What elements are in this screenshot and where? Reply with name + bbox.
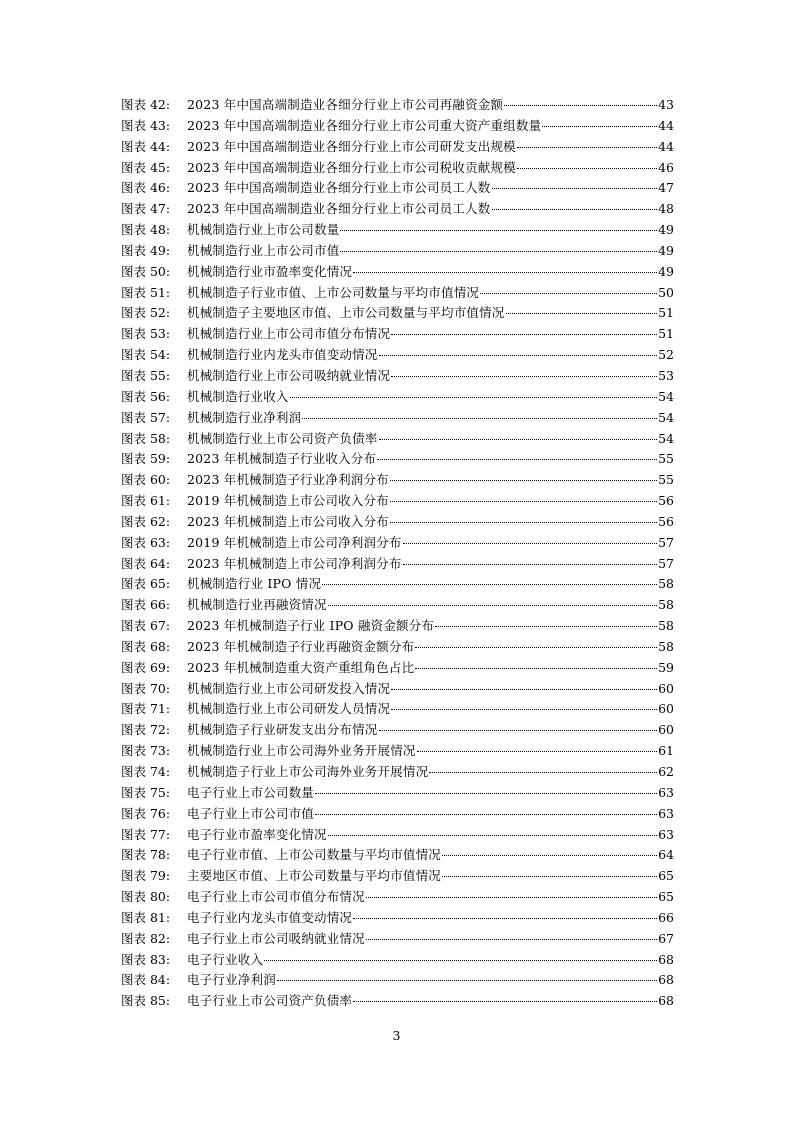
toc-dot-leader [366,897,657,898]
toc-entry-title: 主要地区市值、上市公司数量与平均市值情况 [187,868,442,884]
toc-dot-leader [379,439,658,440]
toc-entry-title: 电子行业上市公司数量 [187,784,315,800]
toc-entry-title: 2023 年机械制造上市公司净利润分布 [187,555,402,571]
toc-entry-label: 图表 55: [121,367,171,383]
toc-entry-page: 52 [658,347,674,363]
toc-entry-page: 68 [658,993,674,1009]
toc-entry[interactable] [121,387,674,408]
toc-entry-title: 机械制造行业再融资情况 [187,597,327,613]
toc-entry[interactable] [121,845,674,866]
toc-dot-leader [391,376,657,377]
toc-entry-label: 图表 63: [121,534,171,550]
toc-entry-label: 图表 83: [121,951,171,967]
toc-dot-leader [353,272,657,273]
toc-dot-leader [340,230,657,231]
toc-dot-leader [480,293,657,294]
toc-dot-leader [340,251,657,252]
toc-entry-label: 图表 73: [121,743,171,759]
toc-dot-leader [315,793,657,794]
toc-entry[interactable] [121,220,674,241]
toc-dot-leader [379,730,658,731]
toc-entry-title: 2023 年机械制造上市公司收入分布 [187,513,389,529]
toc-entry[interactable] [121,95,674,116]
toc-entry-label: 图表 66: [121,597,171,613]
toc-dot-leader [277,980,657,981]
toc-entry[interactable] [121,908,674,929]
toc-entry-label: 图表 57: [121,409,171,425]
toc-dot-leader [390,501,657,502]
toc-entry-page: 51 [658,305,674,321]
toc-entry-title: 2023 年机械制造子行业 IPO 融资金额分布 [187,618,435,634]
toc-entry[interactable] [121,991,674,1012]
toc-entry-title: 机械制造行业上市公司研发投入情况 [187,680,391,696]
toc-entry-page: 51 [658,326,674,342]
toc-entry-page: 48 [658,201,674,217]
toc-dot-leader [328,605,657,606]
toc-entry-label: 图表 79: [121,868,171,884]
toc-dot-leader [403,564,658,565]
toc-entry-title: 机械制造行业上市公司海外业务开展情况 [187,743,416,759]
toc-entry-title: 机械制造行业收入 [187,388,289,404]
toc-entry-label: 图表 74: [121,764,171,779]
toc-entry-title: 电子行业净利润 [187,972,276,988]
toc-entry-title: 机械制造行业市盈率变化情况 [187,263,353,279]
toc-entry[interactable] [121,262,674,283]
toc-entry-title: 2023 年中国高端制造业各细分行业上市公司重大资产重组数量 [187,117,542,133]
toc-entry-label: 图表 51: [121,284,171,300]
toc-entry-label: 图表 80: [121,889,171,905]
toc-entry-label: 图表 62: [121,513,171,529]
toc-entry-label: 图表 70: [121,680,171,696]
toc-entry-label: 图表 58: [121,430,171,446]
toc-entry-page: 63 [658,805,674,821]
toc-entry-page: 44 [658,138,674,154]
toc-entry[interactable] [121,720,674,741]
toc-entry[interactable] [121,470,674,491]
toc-entry-page: 53 [658,367,674,383]
toc-entry-page: 57 [658,534,674,550]
toc-entry-page: 44 [658,117,674,133]
toc-entry-title: 机械制造行业上市公司吸纳就业情况 [187,367,391,383]
toc-entry-page: 50 [658,284,674,300]
toc-entry[interactable] [121,762,674,783]
toc-entry[interactable] [121,616,674,637]
toc-entry[interactable] [121,950,674,971]
toc-entry-title: 2023 年机械制造重大资产重组角色占比 [187,659,415,675]
toc-entry-title: 机械制造行业上市公司资产负债率 [187,430,378,446]
toc-entry-label: 图表 71: [121,701,171,717]
toc-entry[interactable] [121,158,674,179]
toc-entry-label: 图表 53: [121,326,171,342]
toc-entry-title: 电子行业上市公司资产负债率 [187,993,353,1009]
toc-entry-page: 57 [658,555,674,571]
toc-entry-title: 机械制造行业上市公司市值 [187,242,340,258]
toc-entry-title: 机械制造子主要地区市值、上市公司数量与平均市值情况 [187,305,505,321]
toc-entry-page: 46 [658,159,674,175]
toc-entry-label: 图表 52: [121,305,171,321]
toc-entry-page: 54 [658,430,674,446]
toc-dot-leader [353,1001,657,1002]
toc-entry-label: 图表 65: [121,576,171,592]
toc-entry-label: 图表 50: [121,263,171,279]
toc-entry-label: 图表 72: [121,722,171,738]
toc-dot-leader [429,772,657,773]
toc-entry-page: 58 [658,576,674,592]
toc-dot-leader [403,543,658,544]
toc-entry[interactable] [121,804,674,825]
toc-dot-leader [353,918,657,919]
toc-entry-label: 图表 82: [121,930,171,946]
toc-entry-label: 图表 85: [121,993,171,1009]
toc-entry-title: 电子行业市值、上市公司数量与平均市值情况 [187,847,442,863]
toc-entry-label: 图表 78: [121,847,171,863]
toc-entry-page: 61 [658,743,674,759]
toc-entry-label: 图表 47: [121,201,171,217]
toc-entry-page: 65 [658,868,674,884]
toc-entry[interactable] [121,178,674,199]
toc-dot-leader [504,105,657,106]
toc-entry-page: 68 [658,951,674,967]
toc-dot-leader [492,209,658,210]
toc-dot-leader [390,522,657,523]
toc-entry-title: 机械制造行业 IPO 情况 [187,576,322,592]
toc-entry[interactable] [121,866,674,887]
toc-entry-page: 58 [658,597,674,613]
toc-entry[interactable] [121,491,674,512]
toc-entry[interactable] [121,449,674,470]
toc-entry[interactable] [121,741,674,762]
toc-dot-leader [390,480,657,481]
toc-dot-leader [417,751,657,752]
toc-entry[interactable] [121,929,674,950]
toc-entry-page: 49 [658,242,674,258]
toc-entry[interactable] [121,116,674,137]
toc-entry-label: 图表 59: [121,451,171,467]
toc-entry-page: 47 [658,180,674,196]
toc-entry-page: 43 [658,97,674,112]
toc-entry-label: 图表 46: [121,180,171,196]
toc-entry-title: 2023 年机械制造子行业收入分布 [187,451,377,467]
toc-entry-title: 机械制造行业上市公司数量 [187,222,340,238]
toc-dot-leader [328,835,657,836]
toc-entry-title: 2023 年机械制造子行业再融资金额分布 [187,638,415,654]
toc-entry-page: 60 [658,722,674,738]
toc-entry-label: 图表 49: [121,242,171,258]
toc-entry-title: 2023 年中国高端制造业各细分行业上市公司再融资金额 [187,97,504,112]
toc-entry-title: 机械制造行业上市公司市值分布情况 [187,326,391,342]
toc-dot-leader [379,355,658,356]
toc-entry-label: 图表 67: [121,618,171,634]
toc-entry-label: 图表 56: [121,388,171,404]
toc-entry-label: 图表 64: [121,555,171,571]
toc-entry-label: 图表 76: [121,805,171,821]
toc-dot-leader [302,418,657,419]
toc-entry-title: 机械制造行业内龙头市值变动情况 [187,347,378,363]
toc-entry-label: 图表 42: [121,97,171,112]
toc-entry[interactable] [121,241,674,262]
toc-entry-label: 图表 68: [121,638,171,654]
toc-entry-title: 机械制造行业上市公司研发人员情况 [187,701,391,717]
toc-dot-leader [366,939,657,940]
toc-dot-leader [290,397,657,398]
toc-entry-title: 电子行业上市公司市值分布情况 [187,889,365,905]
toc-entry-label: 图表 43: [121,117,171,133]
toc-entry-title: 电子行业上市公司市值 [187,805,315,821]
toc-entry-title: 2023 年中国高端制造业各细分行业上市公司研发支出规模 [187,138,516,154]
toc-dot-leader [442,876,657,877]
toc-entry-title: 电子行业市盈率变化情况 [187,826,327,842]
toc-entry-page: 65 [658,889,674,905]
toc-entry-title: 机械制造子行业研发支出分布情况 [187,722,378,738]
toc-entry-label: 图表 77: [121,826,171,842]
toc-entry[interactable] [121,512,674,533]
toc-entry-title: 2023 年机械制造子行业净利润分布 [187,472,389,488]
toc-entry[interactable] [121,429,674,450]
toc-dot-leader [377,459,657,460]
toc-entry-title: 电子行业上市公司吸纳就业情况 [187,930,365,946]
toc-entry-page: 58 [658,618,674,634]
toc-entry-page: 63 [658,784,674,800]
toc-entry[interactable] [121,595,674,616]
toc-entry-page: 55 [658,472,674,488]
toc-entry[interactable] [121,574,674,595]
toc-dot-leader [492,188,658,189]
toc-entry-title: 机械制造行业净利润 [187,409,302,425]
toc-entry-page: 60 [658,701,674,717]
toc-entry-page: 56 [658,513,674,529]
toc-entry-page: 58 [658,638,674,654]
toc-entry-title: 2019 年机械制造上市公司净利润分布 [187,534,402,550]
toc-entry-page: 66 [658,909,674,925]
toc-dot-leader [517,168,657,169]
toc-entry-page: 56 [658,493,674,509]
toc-entry-label: 图表 69: [121,659,171,675]
toc-entry-label: 图表 44: [121,138,171,154]
toc-entry[interactable] [121,699,674,720]
toc-entry[interactable] [121,679,674,700]
toc-dot-leader [435,626,657,627]
toc-entry-title: 2023 年中国高端制造业各细分行业上市公司税收贡献规模 [187,159,516,175]
toc-entry-title: 2023 年中国高端制造业各细分行业上市公司员工人数 [187,201,491,217]
toc-dot-leader [542,126,657,127]
toc-entry-label: 图表 45: [121,159,171,175]
toc-dot-leader [506,313,658,314]
toc-dot-leader [264,960,657,961]
toc-entry-label: 图表 60: [121,472,171,488]
toc-entry-page: 59 [658,659,674,675]
toc-entry[interactable] [121,554,674,575]
toc-entry-label: 图表 61: [121,493,171,509]
toc-entry-label: 图表 48: [121,222,171,238]
toc-entry[interactable] [121,303,674,324]
toc-dot-leader [415,647,657,648]
toc-entry[interactable] [121,366,674,387]
page-number: 3 [392,1028,401,1043]
toc-entry-title: 电子行业内龙头市值变动情况 [187,909,353,925]
table-of-figures [121,95,674,1012]
toc-entry-page: 67 [658,930,674,946]
toc-entry[interactable] [121,658,674,679]
toc-entry-title: 机械制造子行业市值、上市公司数量与平均市值情况 [187,284,480,300]
toc-entry-page: 68 [658,972,674,988]
toc-entry-page: 63 [658,826,674,842]
toc-entry[interactable] [121,199,674,220]
toc-entry-label: 图表 81: [121,909,171,925]
toc-entry[interactable] [121,887,674,908]
toc-entry-label: 图表 54: [121,347,171,363]
toc-entry-page: 55 [658,451,674,467]
toc-entry[interactable] [121,345,674,366]
toc-entry[interactable] [121,283,674,304]
toc-entry-page: 49 [658,222,674,238]
toc-entry-page: 60 [658,680,674,696]
toc-entry-page: 64 [658,847,674,863]
toc-entry-label: 图表 75: [121,784,171,800]
toc-entry-title: 2019 年机械制造上市公司收入分布 [187,493,389,509]
toc-dot-leader [442,855,657,856]
toc-entry[interactable] [121,825,674,846]
toc-entry[interactable] [121,637,674,658]
toc-entry-page: 54 [658,409,674,425]
toc-entry[interactable] [121,533,674,554]
toc-dot-leader [391,689,657,690]
toc-entry[interactable] [121,324,674,345]
toc-dot-leader [517,147,657,148]
toc-entry[interactable] [121,783,674,804]
toc-entry-title: 机械制造子行业上市公司海外业务开展情况 [187,764,429,779]
toc-dot-leader [322,584,657,585]
toc-entry[interactable] [121,137,674,158]
toc-entry[interactable] [121,408,674,429]
toc-dot-leader [391,709,657,710]
toc-entry-label: 图表 84: [121,972,171,988]
toc-entry-title: 电子行业收入 [187,951,264,967]
toc-entry[interactable] [121,970,674,991]
toc-entry-page: 54 [658,388,674,404]
toc-entry-page: 62 [658,764,674,779]
toc-entry-title: 2023 年中国高端制造业各细分行业上市公司员工人数 [187,180,491,196]
toc-entry-page: 49 [658,263,674,279]
toc-dot-leader [315,814,657,815]
toc-dot-leader [415,668,657,669]
toc-dot-leader [391,334,657,335]
